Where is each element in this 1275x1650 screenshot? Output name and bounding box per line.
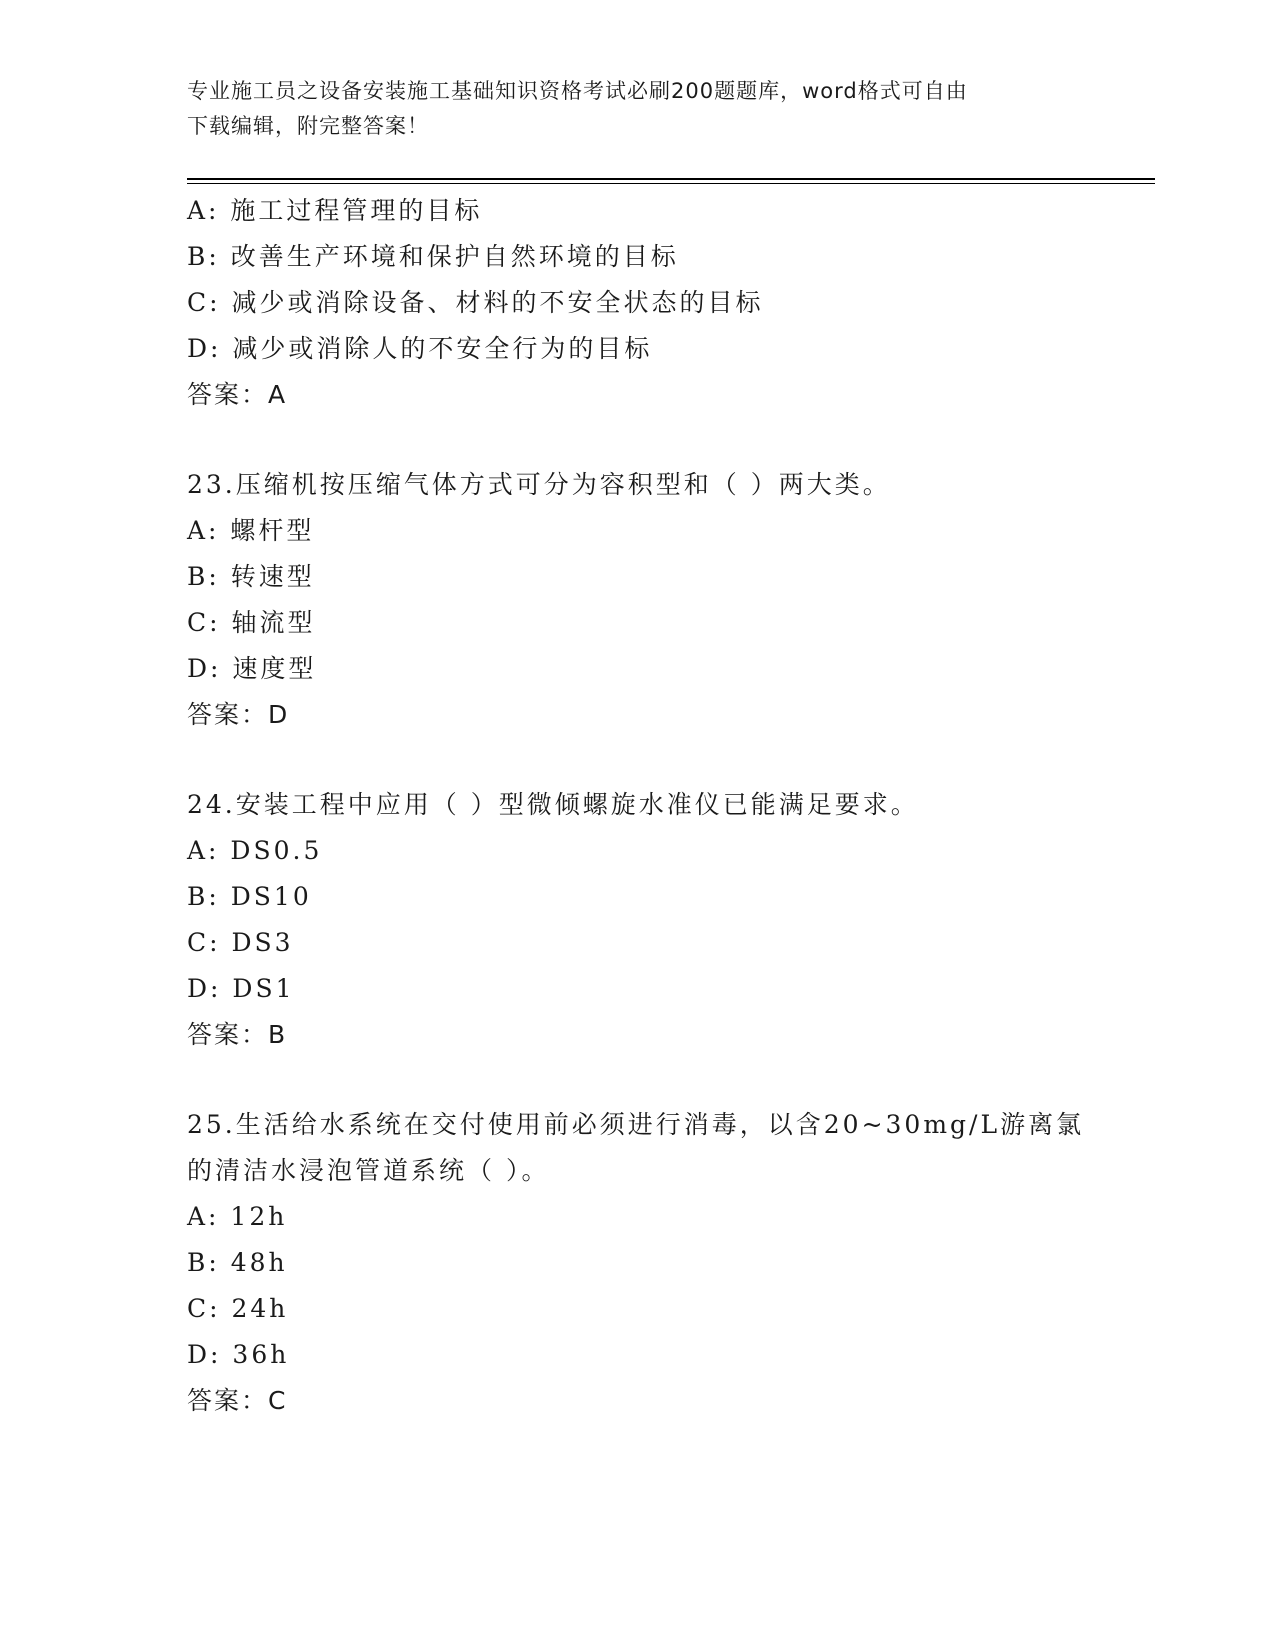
question-22 [187, 188, 1087, 418]
answer-line: 答案：A [187, 380, 288, 409]
option-c: C: 轴流型 [187, 608, 316, 637]
option-d: D: 速度型 [187, 654, 317, 683]
question-24 [187, 782, 1087, 1058]
header-title-line-1: 专业施工员之设备安装施工基础知识资格考试必刷200题题库，word格式可自由 [187, 79, 968, 103]
option-b: B: 48h [187, 1248, 288, 1277]
question-text: 23.压缩机按压缩气体方式可分为容积型和（ ）两大类。 [187, 470, 891, 499]
document-header [187, 74, 1067, 144]
option-a: A: DS0.5 [187, 836, 323, 865]
option-c: C: DS3 [187, 928, 294, 957]
question-text-line-1: 25.生活给水系统在交付使用前必须进行消毒，以含20~30mg/L游离氯 [187, 1110, 1085, 1139]
header-divider-thin [187, 183, 1155, 184]
question-25 [187, 1102, 1087, 1424]
option-b: B: 改善生产环境和保护自然环境的目标 [187, 242, 679, 271]
option-c: C: 24h [187, 1294, 289, 1323]
answer-line: 答案：D [187, 700, 290, 729]
answer-line: 答案：B [187, 1020, 288, 1049]
answer-line: 答案：C [187, 1386, 288, 1415]
header-title-line-2: 下载编辑，附完整答案！ [187, 114, 429, 138]
header-divider-thick [187, 178, 1155, 180]
option-b: B: DS10 [187, 882, 312, 911]
question-23 [187, 462, 1087, 738]
question-text: 24.安装工程中应用（ ）型微倾螺旋水准仪已能满足要求。 [187, 790, 919, 819]
option-a: A: 螺杆型 [187, 516, 315, 545]
option-d: D: 减少或消除人的不安全行为的目标 [187, 334, 653, 363]
question-list [187, 188, 1087, 1424]
option-d: D: DS1 [187, 974, 295, 1003]
spacer [187, 738, 1087, 782]
option-a: A: 12h [187, 1202, 288, 1231]
option-d: D: 36h [187, 1340, 290, 1369]
option-c: C: 减少或消除设备、材料的不安全状态的目标 [187, 288, 764, 317]
spacer [187, 1058, 1087, 1102]
option-b: B: 转速型 [187, 562, 315, 591]
spacer [187, 418, 1087, 462]
option-a: A: 施工过程管理的目标 [187, 196, 483, 225]
question-text-line-2: 的清洁水浸泡管道系统（ ）。 [187, 1156, 550, 1185]
